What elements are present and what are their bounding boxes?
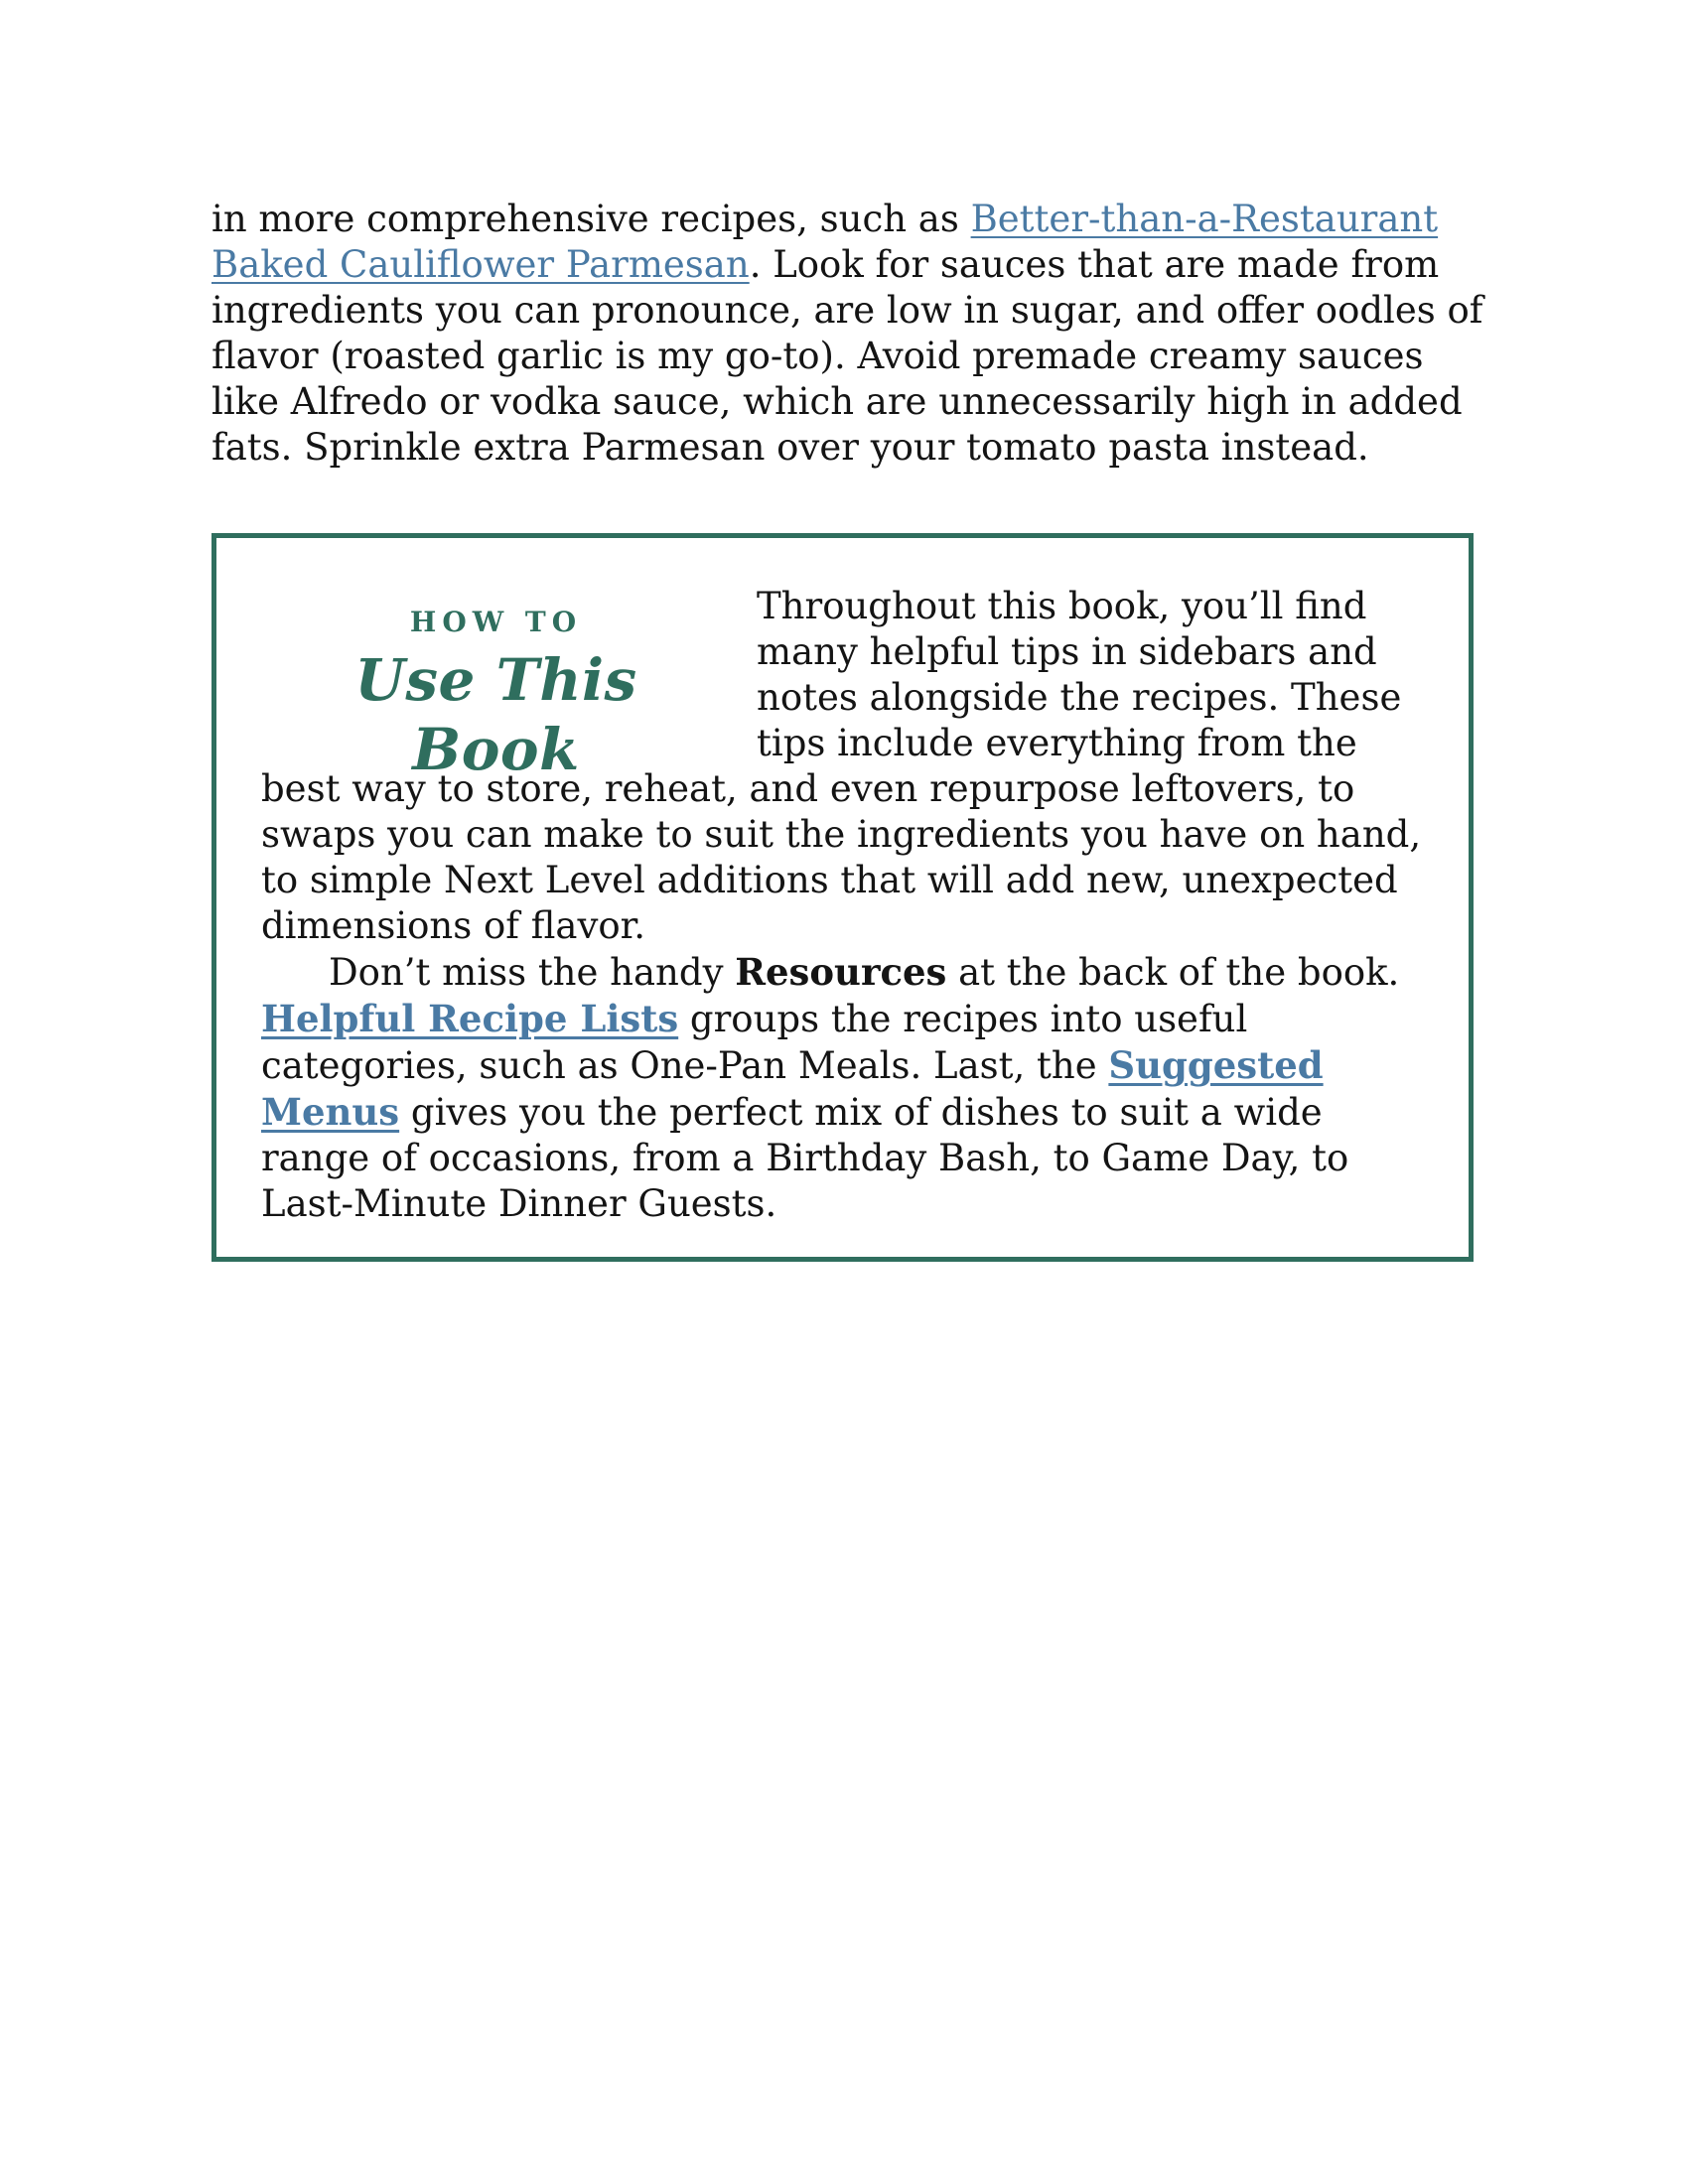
sidebar-kicker: HOW TO <box>409 606 583 638</box>
resources-bold: Resources <box>735 950 947 994</box>
sidebar-paragraph-resources <box>261 949 1425 1227</box>
how-to-use-sidebar <box>211 533 1474 1262</box>
intro-text-before: in more comprehensive recipes, such as <box>211 198 971 240</box>
resources-text-3: groups the recipes into useful categories, such as One-Pan Meals. Last, the <box>261 998 1248 1087</box>
intro-text-after: . Look for sauces that are made from ingredients you can pronounce, are low in sugar, and offer oodles of flavor (roasted garlic is my go-to). Avoid premade creamy sauces like Alfredo or vodka sauce, which are unnecessarily high in added fats. Sprinkle extra Parmesan over your tomato pasta instead. <box>211 243 1483 469</box>
resources-text-2: at the back of the book. <box>946 951 1400 994</box>
resources-text-4: gives you the perfect mix of dishes to suit a wide range of occasions, from a Birthday Bash, to Game Day, to Last-Minute Dinner Guests. <box>261 1091 1349 1225</box>
suggested-menus-link[interactable]: Suggested Menus <box>261 1043 1324 1134</box>
sidebar-title: Use This Book <box>354 646 637 783</box>
helpful-recipe-lists-link[interactable]: Helpful Recipe Lists <box>261 997 679 1040</box>
recipe-link-cauliflower-parmesan[interactable]: Better-than-a-Restaurant Baked Cauliflower Parmesan <box>211 198 1439 286</box>
resources-text-1: Don’t miss the handy <box>329 951 736 994</box>
sidebar-paragraph-tips: Throughout this book, you’ll find many helpful tips in sidebars and notes alongside the recipes. These tips include everything from the best way to store, reheat, and even repurpose leftovers, to swaps you can make to suit the ingredients you have on hand, to simple Next Level additions that will add new, unexpected dimensions of flavor. <box>261 585 1422 947</box>
intro-paragraph <box>211 197 1502 471</box>
sidebar-heading <box>261 584 731 783</box>
